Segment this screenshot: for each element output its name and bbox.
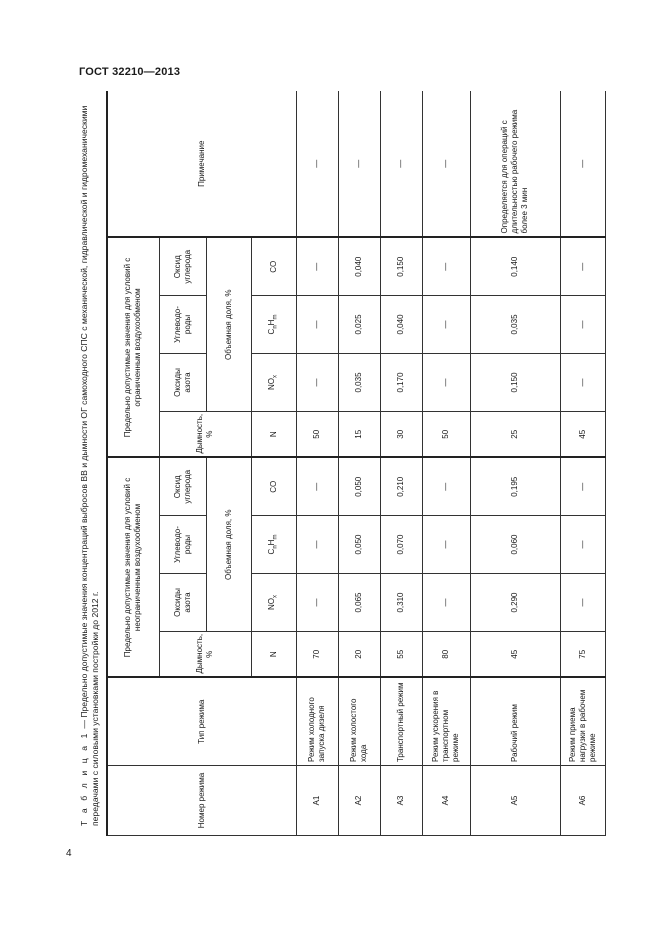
col-note-header: Примечание	[107, 91, 296, 237]
r-smoke-value: 15	[338, 411, 380, 457]
r-hc-value: 0,040	[380, 295, 422, 353]
u-hc-value: —	[560, 516, 605, 574]
r-volume-share: Объемная доля, %	[206, 237, 251, 411]
r-smoke-header: Дымность, %	[159, 411, 251, 457]
r-hc-value: —	[422, 295, 470, 353]
r-co-value: 0,140	[470, 237, 560, 295]
header-row-1	[107, 91, 159, 836]
u-nox-value: —	[560, 574, 605, 632]
u-co-name: Оксид углерода	[159, 457, 206, 515]
row-type: Рабочий режим	[470, 678, 560, 766]
u-nox-name: Оксиды азота	[159, 574, 206, 632]
r-nox-value: —	[422, 353, 470, 411]
note-value: —	[380, 91, 422, 237]
u-smoke-value: 75	[560, 632, 605, 678]
document-header: ГОСТ 32210—2013	[79, 66, 181, 78]
table-row-a2	[338, 91, 380, 836]
r-co-value: —	[422, 237, 470, 295]
row-number: А1	[296, 766, 338, 836]
r-nox-value: 0,035	[338, 353, 380, 411]
u-co-value: —	[560, 457, 605, 515]
r-hc-name: Углеводо-роды	[159, 295, 206, 353]
u-co-value: 0,195	[470, 457, 560, 515]
r-nox-value: —	[296, 353, 338, 411]
r-sym-nox: $NO_x$	[251, 353, 296, 411]
u-co-value: 0,050	[338, 457, 380, 515]
rotated-table-stage	[79, 91, 613, 836]
r-smoke-value: 50	[422, 411, 470, 457]
u-nox-value: 0,310	[380, 574, 422, 632]
u-nox-value: —	[296, 574, 338, 632]
row-number: А4	[422, 766, 470, 836]
u-hc-value: —	[422, 516, 470, 574]
u-sym-co: CO	[251, 457, 296, 515]
u-hc-name: Углеводо-роды	[159, 516, 206, 574]
note-value: —	[422, 91, 470, 237]
r-nox-name: Оксиды азота	[159, 353, 206, 411]
u-nox-value: 0,290	[470, 574, 560, 632]
group-restricted-header: Предельно допустимые значения для условий с ограниченным воздухообменом	[107, 237, 159, 457]
page-number: 4	[66, 848, 72, 859]
r-nox-value: 0,150	[470, 353, 560, 411]
rotated-content	[79, 91, 613, 836]
r-smoke-value: 50	[296, 411, 338, 457]
r-co-name: Оксид углерода	[159, 237, 206, 295]
u-smoke-value: 70	[296, 632, 338, 678]
table-row-a1	[296, 91, 338, 836]
note-value: —	[338, 91, 380, 237]
r-smoke-value: 25	[470, 411, 560, 457]
u-smoke-value: 80	[422, 632, 470, 678]
u-co-value: —	[422, 457, 470, 515]
col-number-header: Номер режима	[107, 766, 296, 836]
emissions-table	[106, 91, 606, 836]
r-nox-value: —	[560, 353, 605, 411]
row-number: А5	[470, 766, 560, 836]
u-hc-value: 0,070	[380, 516, 422, 574]
r-sym-co: CO	[251, 237, 296, 295]
r-sym-n: N	[251, 411, 296, 457]
r-co-value: —	[560, 237, 605, 295]
table-row-a4	[422, 91, 470, 836]
r-sym-hc: $C_nH_m$	[251, 295, 296, 353]
r-hc-value: 0,035	[470, 295, 560, 353]
table-caption	[79, 91, 101, 826]
r-smoke-value: 30	[380, 411, 422, 457]
row-number: А6	[560, 766, 605, 836]
u-hc-value: 0,060	[470, 516, 560, 574]
table-row-a5	[470, 91, 560, 836]
caption-text: — Предельно допустимые значения концентраций выбросов ВВ и дымности ОГ самоходного СПС с механической, гидравлической и гидромеханическими передачами с силовыми установками постройки до 2012 г.	[79, 105, 100, 826]
u-smoke-value: 45	[470, 632, 560, 678]
row-number: А2	[338, 766, 380, 836]
u-volume-share: Объемная доля, %	[206, 457, 251, 631]
u-nox-value: 0,065	[338, 574, 380, 632]
r-co-value: 0,040	[338, 237, 380, 295]
row-number: А3	[380, 766, 422, 836]
u-hc-value: —	[296, 516, 338, 574]
row-type: Режим холостого хода	[338, 678, 380, 766]
group-unrestricted-header: Предельно допустимые значения для условий с неограниченным воздухообменом	[107, 457, 159, 677]
u-co-value: —	[296, 457, 338, 515]
table-row-a6	[560, 91, 605, 836]
row-type: Режим холодного запуска дизеля	[296, 678, 338, 766]
r-hc-value: 0,025	[338, 295, 380, 353]
u-sym-n: N	[251, 632, 296, 678]
table-row-a3	[380, 91, 422, 836]
caption-label: Т а б л и ц а 1	[79, 731, 89, 826]
r-hc-value: —	[560, 295, 605, 353]
u-sym-hc: $C_nH_m$	[251, 516, 296, 574]
r-co-value: —	[296, 237, 338, 295]
u-sym-nox: $NO_x$	[251, 574, 296, 632]
row-type: Транспортный режим	[380, 678, 422, 766]
u-hc-value: 0,050	[338, 516, 380, 574]
r-smoke-value: 45	[560, 411, 605, 457]
row-type: Режим приема нагрузки в рабочем режиме	[560, 678, 605, 766]
u-nox-value: —	[422, 574, 470, 632]
u-co-value: 0,210	[380, 457, 422, 515]
col-type-header: Тип режима	[107, 678, 296, 766]
row-type: Режим ускорения в транспортном режиме	[422, 678, 470, 766]
u-smoke-value: 20	[338, 632, 380, 678]
u-smoke-value: 55	[380, 632, 422, 678]
r-hc-value: —	[296, 295, 338, 353]
r-co-value: 0,150	[380, 237, 422, 295]
note-value: —	[560, 91, 605, 237]
r-nox-value: 0,170	[380, 353, 422, 411]
note-value: —	[296, 91, 338, 237]
note-value: Определяется для операций с длительностью рабочего режима более 3 мин	[470, 91, 560, 237]
u-smoke-header: Дымность, %	[159, 632, 251, 678]
